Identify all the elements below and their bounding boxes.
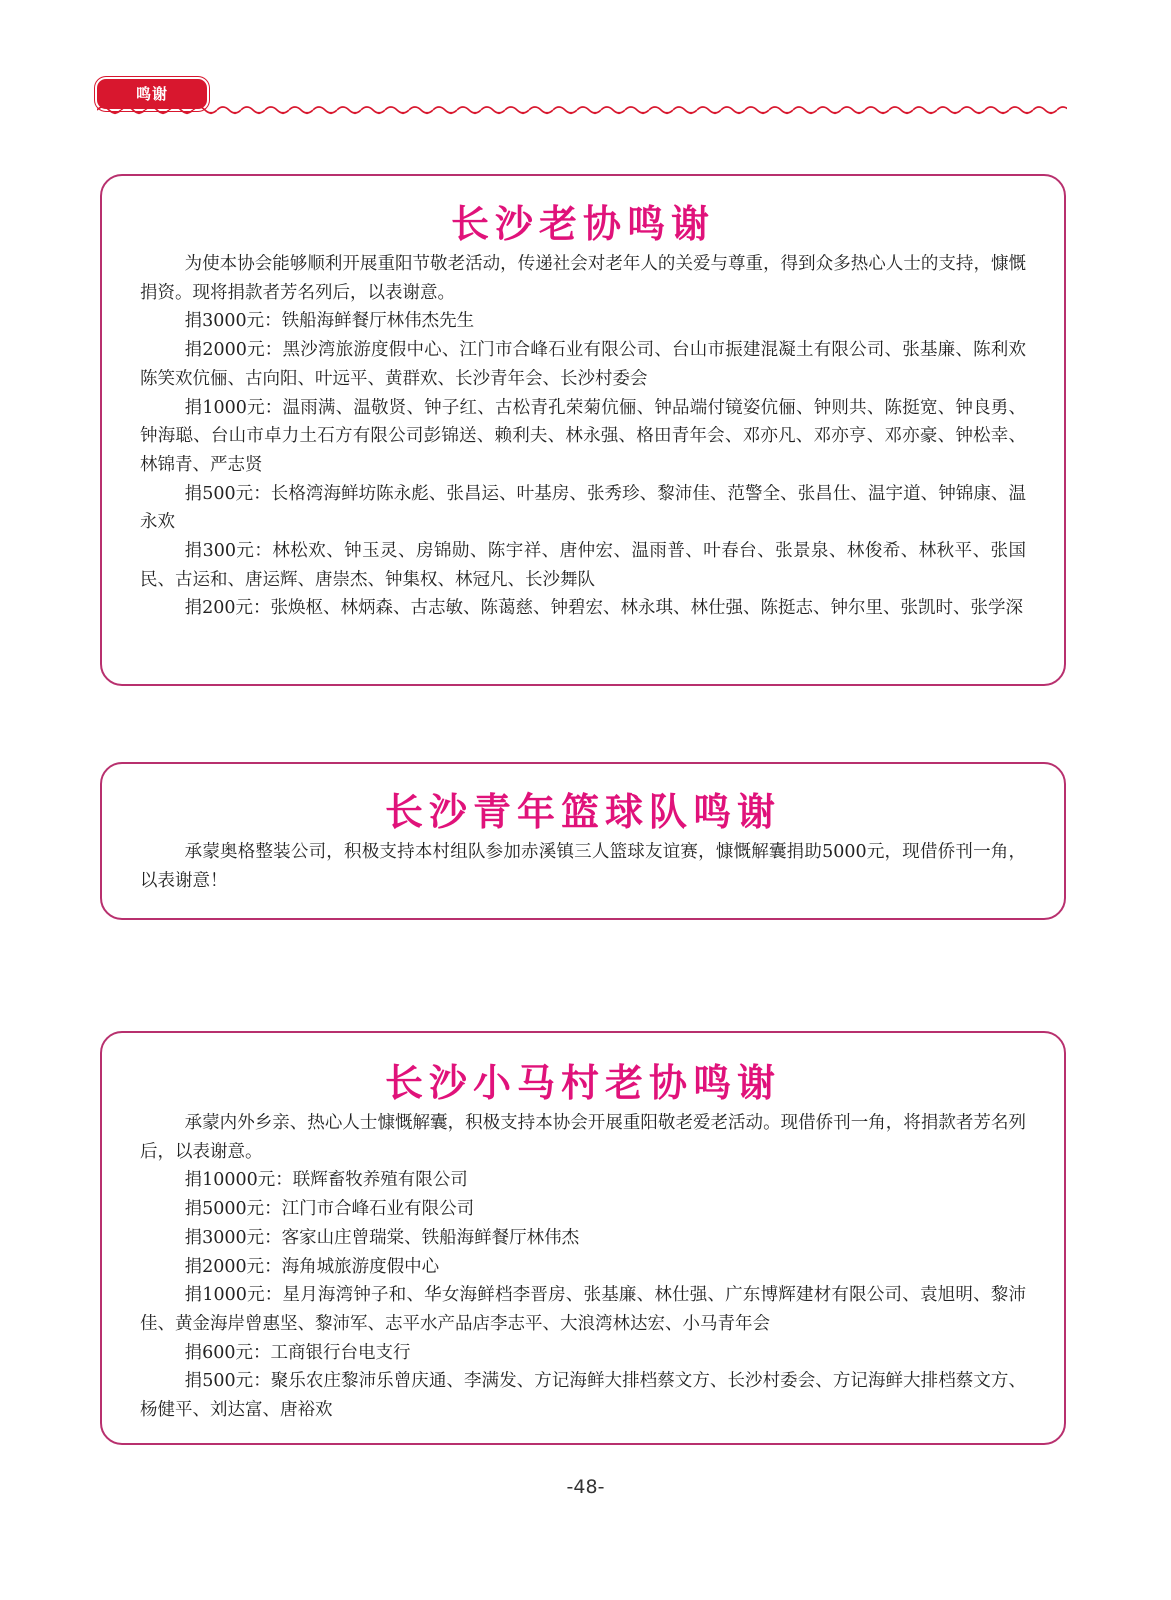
card-changsha-youth-basketball [100, 762, 1066, 920]
donation-line: 捐3000元：铁船海鲜餐厅林伟杰先生 [184, 311, 475, 332]
donation-line: 捐500元：聚乐农庄黎沛乐曾庆通、李满发、方记海鲜大排档蔡文方、长沙村委会、方记海鲜大排档蔡文方、杨健平、刘达富、唐裕欢 [140, 1371, 1026, 1421]
donation-line: 捐5000元：江门市合峰石业有限公司 [184, 1199, 475, 1220]
intro-paragraph: 为使本协会能够顺利开展重阳节敬老活动，传递社会对老年人的关爱与尊重，得到众多热心人士的支持，慷慨捐资。现将捐款者芳名列后，以表谢意。 [140, 254, 1026, 303]
card-changsha-elderly-association [100, 174, 1066, 686]
donation-line: 捐1000元：温雨满、温敬贤、钟子红、古松青孔荣菊伉俪、钟品端付镜姿伉俪、钟则共、陈挺宽、钟良勇、钟海聪、台山市卓力土石方有限公司彭锦送、赖利夫、林永强、格田青年会、邓亦凡、邓亦亨、邓亦豪、钟松幸、林锦青、严志贤 [140, 397, 1026, 475]
card-title: 长沙老协鸣谢 [450, 202, 715, 246]
card-title: 长沙小马村老协鸣谢 [384, 1061, 781, 1105]
donation-line: 捐200元：张焕枢、林炳森、古志敏、陈蔼慈、钟碧宏、林永琪、林仕强、陈挺志、钟尔里、张凯时、张学深 [184, 598, 1024, 619]
section-tag: 鸣谢 [97, 79, 207, 109]
page-number: -48- [566, 1476, 605, 1498]
donation-line: 捐10000元：联辉畜牧养殖有限公司 [184, 1170, 468, 1191]
donation-line: 捐3000元：客家山庄曾瑞棠、铁船海鲜餐厅林伟杰 [184, 1227, 580, 1248]
donation-line: 捐2000元：黑沙湾旅游度假中心、江门市合峰石业有限公司、台山市振建混凝土有限公司、张基廉、陈利欢陈笑欢伉俪、古向阳、叶远平、黄群欢、长沙青年会、长沙村委会 [140, 340, 1026, 389]
decorative-divider [97, 104, 1067, 116]
donation-line: 捐300元：林松欢、钟玉灵、房锦勋、陈宇祥、唐仲宏、温雨普、叶春台、张景泉、林俊希、林秋平、张国民、古运和、唐运辉、唐崇杰、钟集权、林冠凡、长沙舞队 [140, 541, 1026, 590]
donation-line: 捐2000元：海角城旅游度假中心 [184, 1256, 440, 1277]
intro-paragraph: 承蒙奥格整装公司，积极支持本村组队参加赤溪镇三人篮球友谊赛，慷慨解囊捐助5000元，现借侨刊一角，以表谢意！ [140, 842, 1026, 891]
intro-paragraph: 承蒙内外乡亲、热心人士慷慨解囊，积极支持本协会开展重阳敬老爱老活动。现借侨刊一角，将捐款者芳名列后，以表谢意。 [140, 1113, 1026, 1162]
card-title: 长沙青年篮球队鸣谢 [384, 790, 781, 834]
card-xiaoma-village-elderly-association [100, 1031, 1066, 1445]
donation-line: 捐1000元：星月海湾钟子和、华女海鲜档李晋房、张基廉、林仕强、广东博辉建材有限公司、袁旭明、黎沛佳、黄金海岸曾惠坚、黎沛军、志平水产品店李志平、大浪湾林达宏、小马青年会 [140, 1285, 1026, 1334]
donation-line: 捐600元：工商银行台电支行 [184, 1342, 411, 1363]
donation-line: 捐500元：长格湾海鲜坊陈永彪、张昌运、叶基房、张秀珍、黎沛佳、范警全、张昌仕、温宇道、钟锦康、温永欢 [140, 483, 1026, 533]
